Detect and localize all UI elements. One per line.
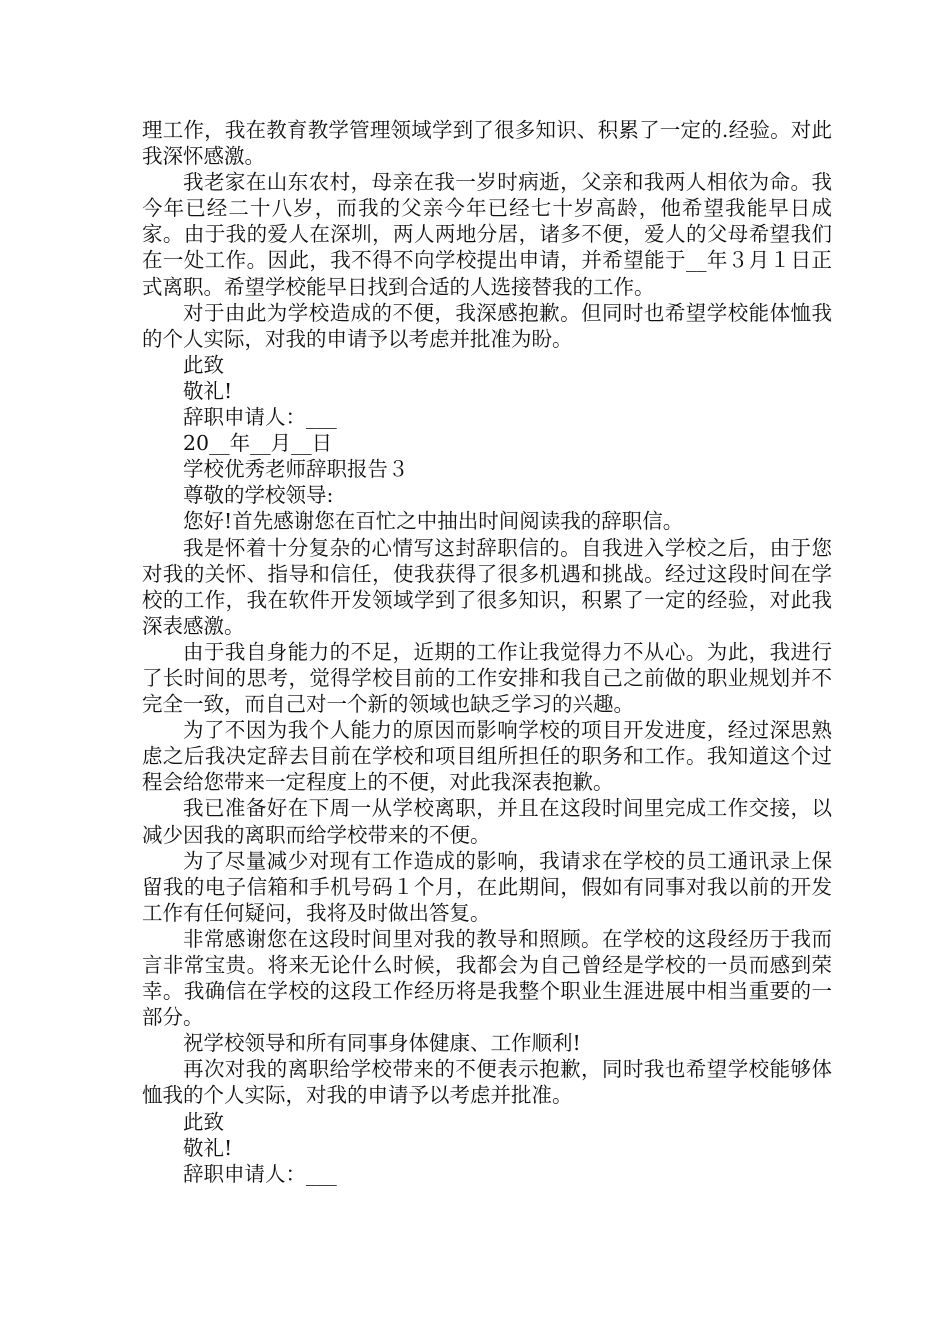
paragraph-thanks: 非常感谢您在这段时间里对我的教导和照顾。在学校的这段经历于我而言非常宝贵。将来无论什么时候，我都会为自己曾经是学校的一员而感到荣幸。我确信在学校的这段工作经历将是我整个职业生涯进展中相当重要的一部分。 bbox=[142, 926, 832, 1030]
salute-jingli: 敬礼! bbox=[183, 378, 233, 403]
paragraph-mood: 我是怀着十分复杂的心情写这封辞职信的。自我进入学校之后，由于您对我的关怀、指导和信任，使我获得了很多机遇和挑战。经过这段时间在学校的工作，我在软件开发领域学到了很多知识，积累了一定的经验，对此我深表感激。 bbox=[142, 535, 832, 638]
paragraph-family-reason: 我老家在山东农村，母亲在我一岁时病逝，父亲和我两人相依为命。我今年已经二十八岁，而我的父亲今年已经七十岁高龄，他希望我能早日成家。由于我的爱人在深圳，两人两地分居，诸多不便，爱人的父母希望我们在一处工作。因此，我不得不向学校提出申请，并希望能于__年３月１日正式离职。希望学校能早日找到合适的人选接替我的工作。 bbox=[142, 170, 832, 299]
paragraph-contact: 为了尽量减少对现有工作造成的影响，我请求在学校的员工通讯录上保留我的电子信箱和手机号码１个月，在此期间，假如有同事对我以前的开发工作有任何疑问，我将及时做出答复。 bbox=[142, 848, 832, 925]
paragraph-decision: 为了不因为我个人能力的原因而影响学校的项目开发进度，经过深思熟虑之后我决定辞去目前在学校和项目组所担任的职务和工作。我知道这个过程会给您带来一定程度上的不便，对此我深表抱歉。 bbox=[142, 718, 832, 795]
paragraph-apology-final: 再次对我的离职给学校带来的不便表示抱歉，同时我也希望学校能够体恤我的个人实际，对我的申请予以考虑并批准。 bbox=[142, 1057, 832, 1108]
applicant-signature: 辞职申请人：___ bbox=[183, 405, 337, 430]
closing-cizhi-2: 此致 bbox=[183, 1109, 224, 1134]
paragraph-apology: 对于由此为学校造成的不便，我深感抱歉。但同时也希望学校能体恤我的个人实际，对我的申请予以考虑并批准为盼。 bbox=[142, 300, 832, 351]
salute-jingli-2: 敬礼! bbox=[183, 1135, 233, 1160]
paragraph-wish: 祝学校领导和所有同事身体健康、工作顺利! bbox=[183, 1031, 581, 1056]
letter-title: 学校优秀老师辞职报告３ bbox=[183, 457, 409, 482]
paragraph-handover: 我已准备好在下周一从学校离职，并且在这段时间里完成工作交接，以减少因我的离职而给学校带来的不便。 bbox=[142, 796, 832, 847]
letter-greeting: 尊敬的学校领导: bbox=[183, 483, 334, 508]
applicant-signature-2: 辞职申请人：___ bbox=[183, 1161, 337, 1186]
paragraph-continuation: 理工作，我在教育教学管理领域学到了很多知识、积累了一定的.经验。对此我深怀感激。 bbox=[142, 118, 832, 169]
document-page bbox=[142, 117, 832, 1187]
date-line: 20__年__月__日 bbox=[183, 431, 333, 456]
letter-hello: 您好!首先感谢您在百忙之中抽出时间阅读我的辞职信。 bbox=[183, 509, 684, 534]
paragraph-ability: 由于我自身能力的不足，近期的工作让我觉得力不从心。为此，我进行了长时间的思考，觉得学校目前的工作安排和我自己之前做的职业规划并不完全一致，而自己对一个新的领域也缺乏学习的兴趣。 bbox=[142, 639, 832, 717]
closing-cizhi: 此致 bbox=[183, 352, 224, 377]
